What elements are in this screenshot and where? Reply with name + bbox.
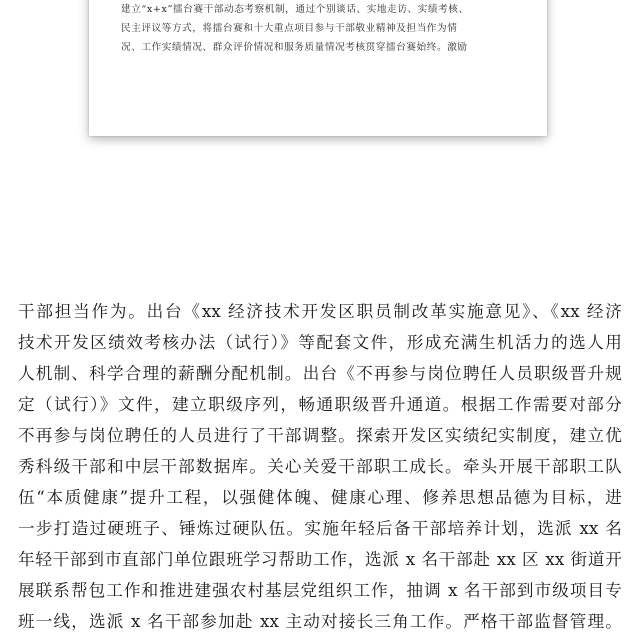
preview-text-line: 建立“x+x”擂台赛干部动态考察机制，通过个别谈话、实地走访、实绩考核、 [121, 4, 469, 15]
document-body-text [18, 296, 622, 637]
preview-text-line: 民主评议等方式，将擂台赛和十大重点项目参与干部敬业精神及担当作为情 [121, 23, 458, 34]
body-text-line: 展联系帮包工作和推进建强农村基层党组织工作，抽调 x 名干部到市级项目专 [18, 581, 622, 600]
body-text-line: 技术开发区绩效考核办法（试行）》等配套文件，形成充满生机活力的选人用 [18, 333, 622, 352]
body-text-line: 秀科级干部和中层干部数据库。关心关爱干部职工成长。牵头开展干部职工队 [18, 457, 622, 476]
body-text-line: 不再参与岗位聘任的人员进行了干部调整。探索开发区实绩纪实制度，建立优 [18, 426, 622, 445]
body-text-line: 人机制、科学合理的薪酬分配机制。出台《不再参与岗位聘任人员职级晋升规 [18, 364, 622, 383]
body-text-line: 年轻干部到市直部门单位跟班学习帮助工作，选派 x 名干部赴 xx 区 xx 街道开 [18, 550, 622, 569]
preview-text-line: 况、工作实绩情况、群众评价情况和服务质量情况考核贯穿擂台赛始终。激励 [121, 42, 468, 53]
body-text-line: 一步打造过硬班子、锤炼过硬队伍。实施年轻后备干部培养计划，选派 xx 名 [18, 519, 622, 538]
body-text-line: 班一线，选派 x 名干部参加赴 xx 主动对接长三角工作。严格干部监督管理。 [18, 612, 622, 631]
body-text-line: 伍“本质健康”提升工程，以强健体魄、健康心理、修养思想品德为目标，进 [18, 488, 622, 507]
body-text-line: 定（试行）》文件，建立职级序列，畅通职级晋升通道。根据工作需要对部分 [18, 395, 622, 414]
body-text-line: 干部担当作为。出台《xx 经济技术开发区职员制改革实施意见》、《xx 经济 [18, 302, 622, 321]
document-page-preview [89, 0, 547, 136]
